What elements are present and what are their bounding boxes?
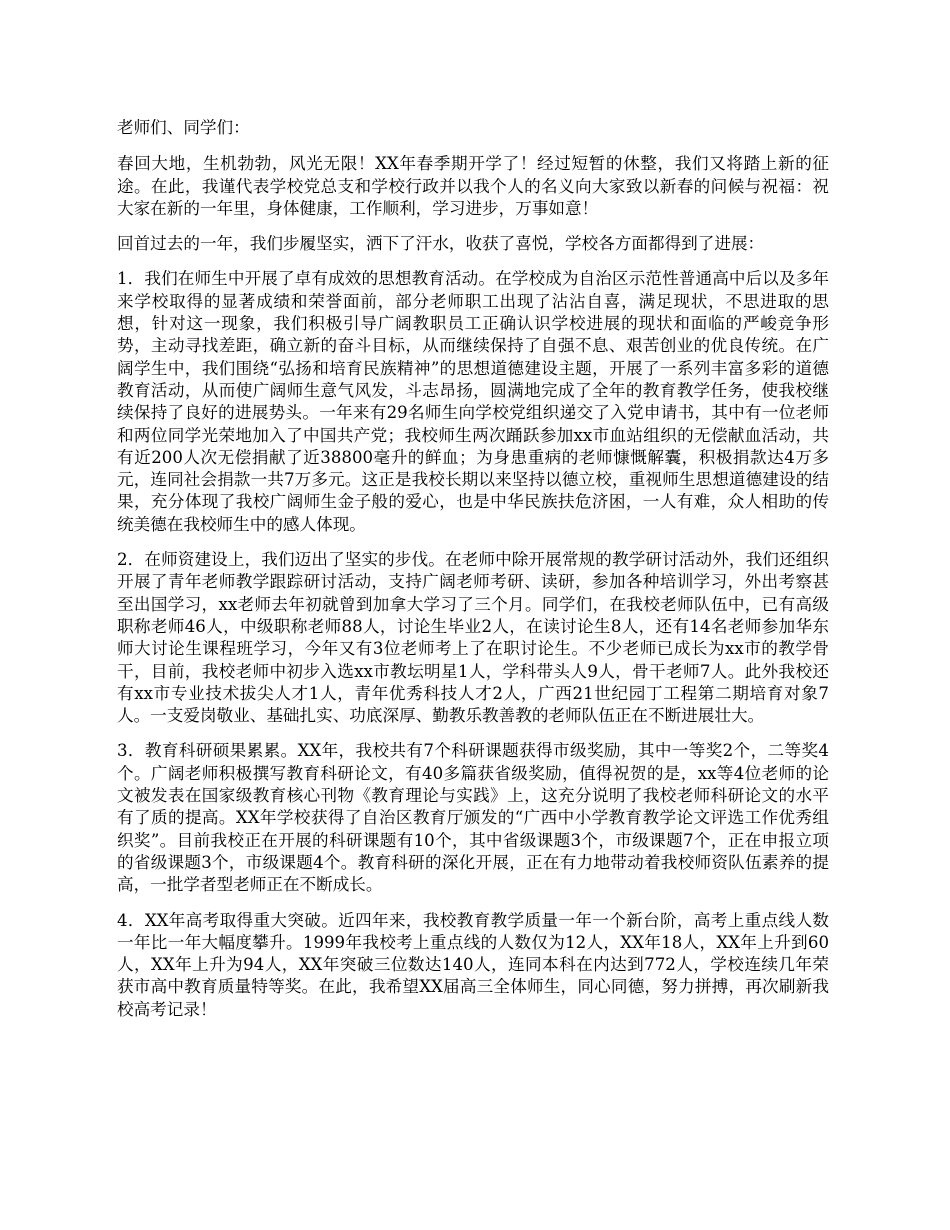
- paragraph-item-3: 3．教育科研硕果累累。XX年，我校共有7个科研课题获得市级奖励，其中一等奖2个，二等奖4个。广阔老师积极撰写教育科研论文，有40多篇获省级奖励，值得祝贺的是，xx等4位老师的论文被发表在国家级教育核心刊物《教育理论与实践》上，这充分说明了我校老师科研论文的水平有了质的提高。XX年学校获得了自治区教育厅颁发的“广西中小学教育教学论文评选工作优秀组织奖”。目前我校正在开展的科研课题有10个，其中省级课题3个，市级课题7个，正在申报立项的省级课题3个，市级课题4个。教育科研的深化开展，正在有力地带动着我校师资队伍素养的提高，一批学者型老师正在不断成长。: [117, 741, 829, 895]
- paragraph-item-2: 2．在师资建设上，我们迈出了坚实的步伐。在老师中除开展常规的教学研讨活动外，我们还组织开展了青年老师教学跟踪研讨活动，支持广阔老师考研、读研，参加各种培训学习，外出考察甚至出国学习，xx老师去年初就曾到加拿大学习了三个月。同学们，在我校老师队伍中，已有高级职称老师46人，中级职称老师88人，讨论生毕业2人，在读讨论生8人，还有14名老师参加华东师大讨论生课程班学习，今年又有3位老师考上了在职讨论生。不少老师已成长为xx市的教学骨干，目前，我校老师中初步入选xx市教坛明星1人，学科带头人9人，骨干老师7人。此外我校还有xx市专业技术拔尖人才1人，青年优秀科技人才2人，广西21世纪园丁工程第二期培育对象7人。一支爱岗敬业、基础扎实、功底深厚、勤教乐教善教的老师队伍正在不断进展壮大。: [117, 550, 829, 726]
- paragraph-opening: 春回大地，生机勃勃，风光无限！XX年春季期开学了！经过短暂的休整，我们又将踏上新的征途。在此，我谨代表学校党总支和学校行政并以我个人的名义向大家致以新春的问候与祝福：祝大家在新的一年里，身体健康，工作顺利，学习进步，万事如意！: [117, 154, 829, 218]
- paragraph-item-1: 1．我们在师生中开展了卓有成效的思想教育活动。在学校成为自治区示范性普通高中后以及多年来学校取得的显著成绩和荣誉面前，部分老师职工出现了沾沾自喜，满足现状，不思进取的思想，针对这一现象，我们积极引导广阔教职员工正确认识学校进展的现状和面临的严峻竞争形势，主动寻找差距，确立新的奋斗目标，从而继续保持了自强不息、艰苦创业的优良传统。在广阔学生中，我们围绕“弘扬和培育民族精神”的思想道德建设主题，开展了一系列丰富多彩的道德教育活动，从而使广阔师生意气风发，斗志昂扬，圆满地完成了全年的教育教学任务，使我校继续保持了良好的进展势头。一年来有29名师生向学校党组织递交了入党申请书，其中有一位老师和两位同学光荣地加入了中国共产党；我校师生两次踊跃参加xx市血站组织的无偿献血活动，共有近200人次无偿捐献了近38800毫升的鲜血；为身患重病的老师慷慨解囊，积极捐款达4万多元，连同社会捐款一共7万多元。这正是我校长期以来坚持以德立校，重视师生思想道德建设的结果，充分体现了我校广阔师生金子般的爱心，也是中华民族扶危济困，一人有难，众人相助的传统美德在我校师生中的感人体现。: [117, 269, 829, 534]
- greeting: 老师们、同学们：: [117, 118, 250, 137]
- paragraph-item-4: 4．XX年高考取得重大突破。近四年来，我校教育教学质量一年一个新台阶，高考上重点线人数一年比一年大幅度攀升。1999年我校考上重点线的人数仅为12人，XX年18人，XX年上升到60人，XX年上升为94人，XX年突破三位数达140人，连同本科在内达到772人，学校连续几年荣获市高中教育质量特等奖。在此，我希望XX届高三全体师生，同心同德，努力拼搏，再次刷新我校高考记录！: [117, 910, 829, 1019]
- document-page: [117, 117, 829, 1034]
- paragraph-review: 回首过去的一年，我们步履坚实，洒下了汗水，收获了喜悦，学校各方面都得到了进展：: [117, 234, 765, 254]
